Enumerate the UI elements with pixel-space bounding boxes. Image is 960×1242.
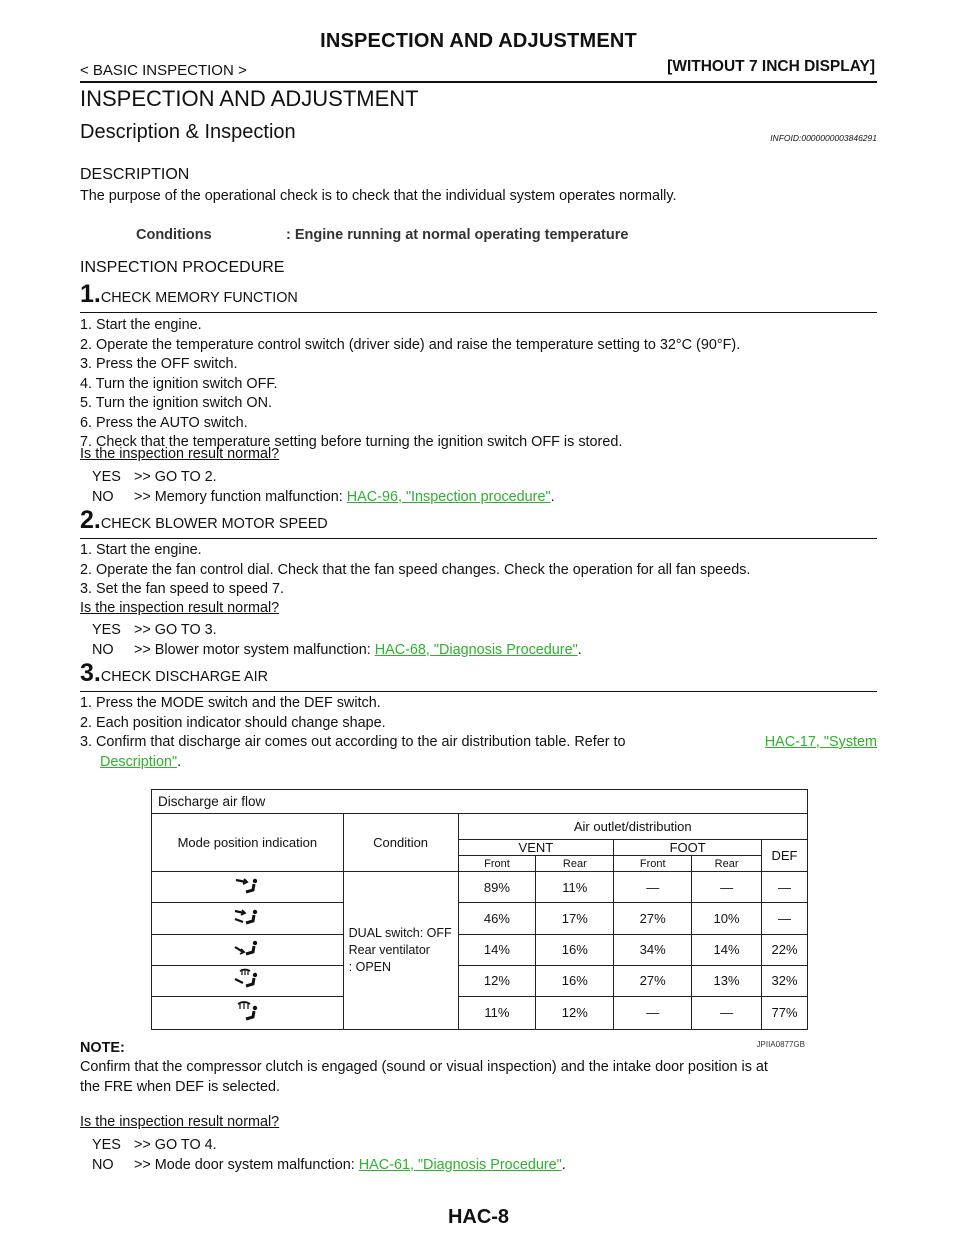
header-vent: VENT: [458, 840, 614, 856]
list-item: 2. Each position indicator should change shape.: [80, 714, 386, 731]
def-mode-icon: [232, 1000, 262, 1022]
chapter-label: < BASIC INSPECTION >: [80, 62, 247, 79]
table-cell: 11%: [458, 996, 536, 1029]
mode-cell: [152, 996, 344, 1029]
vent-mode-icon: [232, 875, 262, 897]
conditions: [136, 227, 628, 243]
description-heading: DESCRIPTION: [80, 166, 190, 183]
header-foot: FOOT: [614, 840, 762, 856]
table-cell: 77%: [762, 996, 808, 1029]
list-item: 1. Start the engine.: [80, 317, 202, 333]
section-title: Description & Inspection: [80, 121, 296, 143]
table-cell: 34%: [614, 934, 692, 965]
table-cell: 10%: [692, 903, 762, 934]
step-3-list: [80, 694, 386, 733]
table-cell: —: [762, 903, 808, 934]
step-number: 3.: [80, 659, 101, 687]
header-outlet: Air outlet/distribution: [458, 814, 808, 840]
note-text: Confirm that the compressor clutch is engaged (sound or visual inspection) and the intake door position is at the FRE when DEF is selected.: [80, 1059, 768, 1095]
reference-link[interactable]: HAC-17, "System: [764, 734, 877, 750]
step-3-header: [80, 659, 877, 692]
page-title: INSPECTION AND ADJUSTMENT: [80, 86, 419, 111]
table-cell: 27%: [614, 965, 692, 996]
header-foot-rear: Rear: [692, 856, 762, 872]
variant-label: [WITHOUT 7 INCH DISPLAY]: [667, 58, 875, 75]
yes-answer: YES >> GO TO 4.: [92, 1137, 217, 1153]
header-mode: Mode position indication: [152, 814, 344, 872]
item-3-line-1: 3. Confirm that discharge air comes out according to the air distribution table. Refer to HAC-17, "System: [80, 733, 877, 753]
discharge-air-flow-table: [151, 789, 808, 1030]
mode-cell: [152, 903, 344, 934]
reference-link-continued[interactable]: Description": [100, 753, 178, 770]
mode-cell: [152, 965, 344, 996]
step-number: 1.: [80, 280, 101, 308]
table-cell: 22%: [762, 934, 808, 965]
header-foot-front: Front: [614, 856, 692, 872]
step-title: CHECK MEMORY FUNCTION: [100, 290, 298, 306]
note-label: NOTE:: [80, 1040, 125, 1056]
table-row: [152, 872, 808, 903]
foot-def-mode-icon: [232, 968, 262, 990]
table-cell: 11%: [536, 872, 614, 903]
list-item: 5. Turn the ignition switch ON.: [80, 395, 272, 411]
yes-answer: YES >> GO TO 3.: [92, 622, 217, 638]
description-text: The purpose of the operational check is to check that the individual system operates normally.: [80, 188, 677, 204]
table-cell: 27%: [614, 903, 692, 934]
mode-cell: [152, 934, 344, 965]
header-def: DEF: [762, 840, 808, 872]
step-2-answers: [92, 621, 582, 660]
no-answer: NO >> Memory function malfunction: HAC-96, "Inspection procedure".: [92, 488, 555, 505]
step-title: CHECK DISCHARGE AIR: [100, 669, 268, 685]
step-3-answers: [92, 1136, 566, 1175]
header-condition: Condition: [343, 814, 458, 872]
table-cell: 17%: [536, 903, 614, 934]
table-cell: —: [614, 872, 692, 903]
table-cell: 32%: [762, 965, 808, 996]
yes-answer: YES >> GO TO 2.: [92, 469, 217, 485]
list-item: 6. Press the AUTO switch.: [80, 414, 248, 431]
table-cell: 89%: [458, 872, 536, 903]
table-cell: 16%: [536, 965, 614, 996]
list-item: 1. Start the engine.: [80, 542, 202, 558]
table-cell: —: [762, 872, 808, 903]
no-answer: NO >> Blower motor system malfunction: HAC-68, "Diagnosis Procedure".: [92, 641, 582, 658]
header-vent-front: Front: [458, 856, 536, 872]
step-1-header: [80, 280, 877, 313]
conditions-value: : Engine running at normal operating temperature: [286, 227, 629, 243]
result-question: Is the inspection result normal?: [80, 600, 280, 616]
list-item: 3. Press the OFF switch.: [80, 356, 238, 372]
item-3-line-2: Description".: [100, 753, 182, 770]
reference-link[interactable]: HAC-96, "Inspection procedure": [346, 488, 551, 505]
bi-level-mode-icon: [232, 906, 262, 928]
step-1-answers: [92, 468, 555, 507]
condition-cell: DUAL switch: OFF Rear ventilator : OPEN: [343, 872, 458, 1030]
table-caption: Discharge air flow: [152, 790, 808, 814]
list-item: 3. Set the fan speed to speed 7.: [80, 581, 285, 597]
conditions-label: Conditions: [136, 227, 212, 243]
table-cell: —: [692, 996, 762, 1029]
procedure-heading: INSPECTION PROCEDURE: [80, 259, 285, 276]
info-id: INFOID:0000000003846291: [770, 133, 877, 143]
header-rule: [80, 81, 877, 83]
table-cell: 13%: [692, 965, 762, 996]
table-cell: 16%: [536, 934, 614, 965]
table-row: [152, 996, 808, 1029]
list-item: 2. Operate the fan control dial. Check that the fan speed changes. Check the operation for all fan speeds.: [80, 561, 751, 578]
step-1-list: [80, 316, 740, 453]
list-item: 7. Check that the temperature setting before turning the ignition switch OFF is stored.: [80, 434, 623, 450]
table-cell: 46%: [458, 903, 536, 934]
no-answer: NO >> Mode door system malfunction: HAC-61, "Diagnosis Procedure".: [92, 1156, 566, 1173]
result-question: Is the inspection result normal?: [80, 446, 280, 462]
table-row: [152, 934, 808, 965]
list-item: 4. Turn the ignition switch OFF.: [80, 375, 278, 392]
table-cell: 12%: [458, 965, 536, 996]
step-2-header: [80, 506, 877, 539]
list-item: 1. Press the MODE switch and the DEF switch.: [80, 695, 381, 711]
step-2-list: [80, 541, 750, 600]
step-number: 2.: [80, 506, 101, 534]
table-cell: 14%: [692, 934, 762, 965]
step-title: CHECK BLOWER MOTOR SPEED: [100, 516, 328, 532]
reference-link[interactable]: HAC-61, "Diagnosis Procedure": [358, 1156, 562, 1173]
table-cell: 12%: [536, 996, 614, 1029]
table-row: [152, 965, 808, 996]
result-question: Is the inspection result normal?: [80, 1114, 280, 1130]
mode-cell: [152, 872, 344, 903]
table-cell: —: [614, 996, 692, 1029]
running-title: INSPECTION AND ADJUSTMENT: [320, 30, 637, 52]
step-3-item-3: [80, 733, 877, 772]
page-number: HAC-8: [447, 1206, 510, 1228]
list-item: 2. Operate the temperature control switch (driver side) and raise the temperature setting to 32°C (90°F).: [80, 336, 741, 353]
table-row: [152, 903, 808, 934]
foot-mode-icon: [232, 937, 262, 959]
table-cell: 14%: [458, 934, 536, 965]
header-vent-rear: Rear: [536, 856, 614, 872]
table-cell: —: [692, 872, 762, 903]
figure-id: JPIIA0877GB: [756, 1040, 805, 1049]
reference-link[interactable]: HAC-68, "Diagnosis Procedure": [374, 641, 578, 658]
